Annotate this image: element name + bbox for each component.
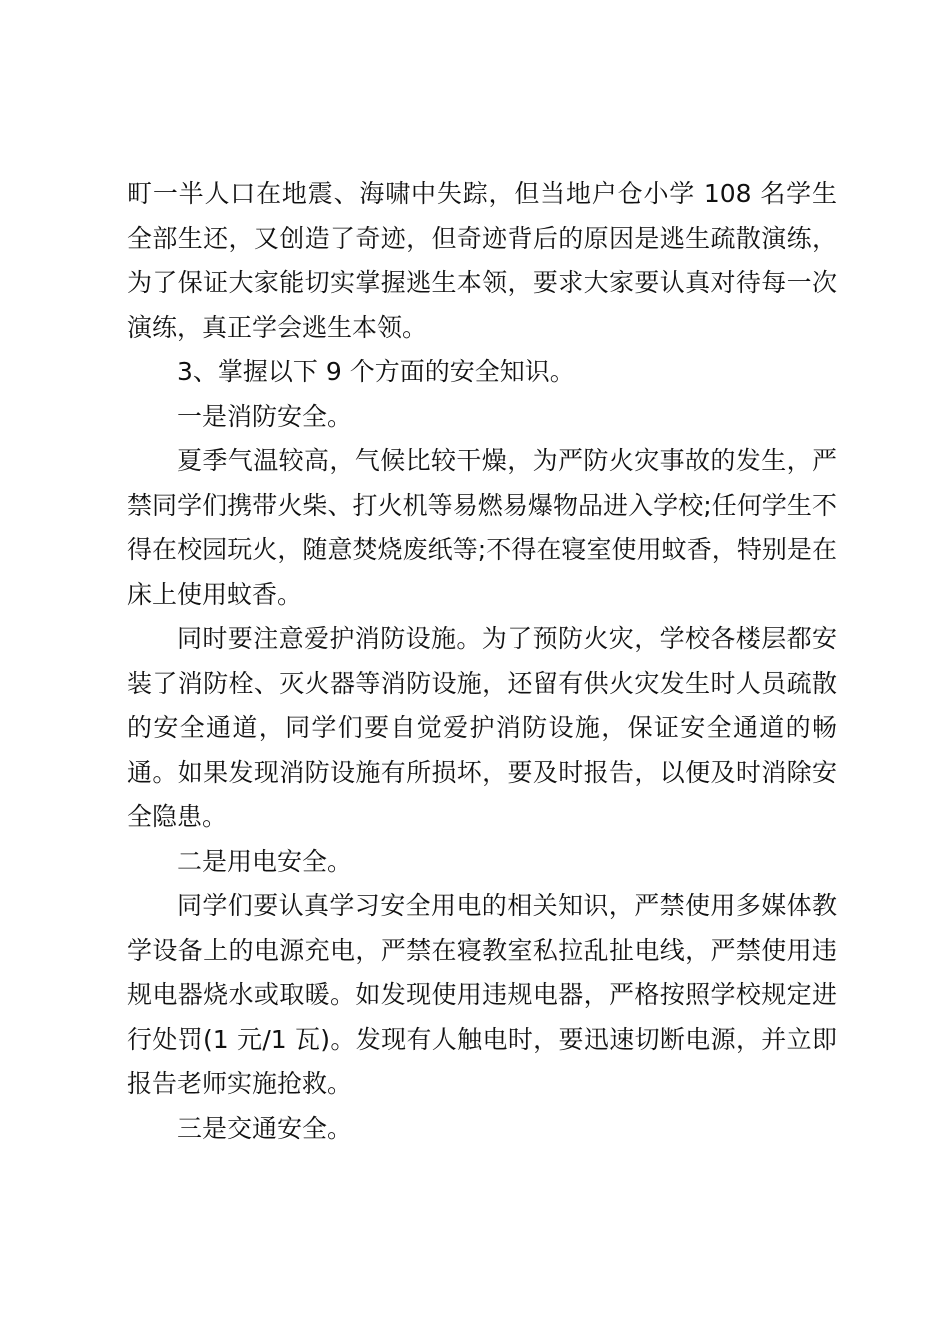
paragraph-fire-safety-heading: 一是消防安全。	[177, 401, 353, 431]
document-body	[127, 172, 837, 1151]
paragraph-fire-prevention: 夏季气温较高，气候比较干燥，为严防火灾事故的发生，严禁同学们携带火柴、打火机等易燃易爆物品进入学校;任何学生不得在校园玩火，随意焚烧废纸等;不得在寝室使用蚊香，特别是在床上使用蚊香。	[127, 446, 837, 609]
paragraph-safety-heading: 3、掌握以下 9 个方面的安全知识。	[177, 357, 575, 386]
paragraph-traffic-safety-heading: 三是交通安全。	[177, 1113, 353, 1143]
paragraph-evacuation-drill: 町一半人口在地震、海啸中失踪，但当地户仓小学 108 名学生全部生还，又创造了奇迹，但奇迹背后的原因是逃生疏散演练，为了保证大家能切实掌握逃生本领，要求大家要认真对待每一次演练，真正学会逃生本领。	[127, 179, 837, 342]
paragraph-electric-safety-heading: 二是用电安全。	[177, 846, 353, 876]
paragraph-fire-facilities: 同时要注意爱护消防设施。为了预防火灾，学校各楼层都安装了消防栓、灭火器等消防设施，还留有供火灾发生时人员疏散的安全通道，同学们要自觉爱护消防设施，保证安全通道的畅通。如果发现消防设施有所损坏，要及时报告，以便及时消除安全隐患。	[127, 624, 837, 831]
paragraph-electric-safety: 同学们要认真学习安全用电的相关知识，严禁使用多媒体教学设备上的电源充电，严禁在寝教室私拉乱扯电线，严禁使用违规电器烧水或取暖。如发现使用违规电器，严格按照学校规定进行处罚(1 元/1 瓦)。发现有人触电时，要迅速切断电源，并立即报告老师实施抢救。	[127, 891, 837, 1098]
